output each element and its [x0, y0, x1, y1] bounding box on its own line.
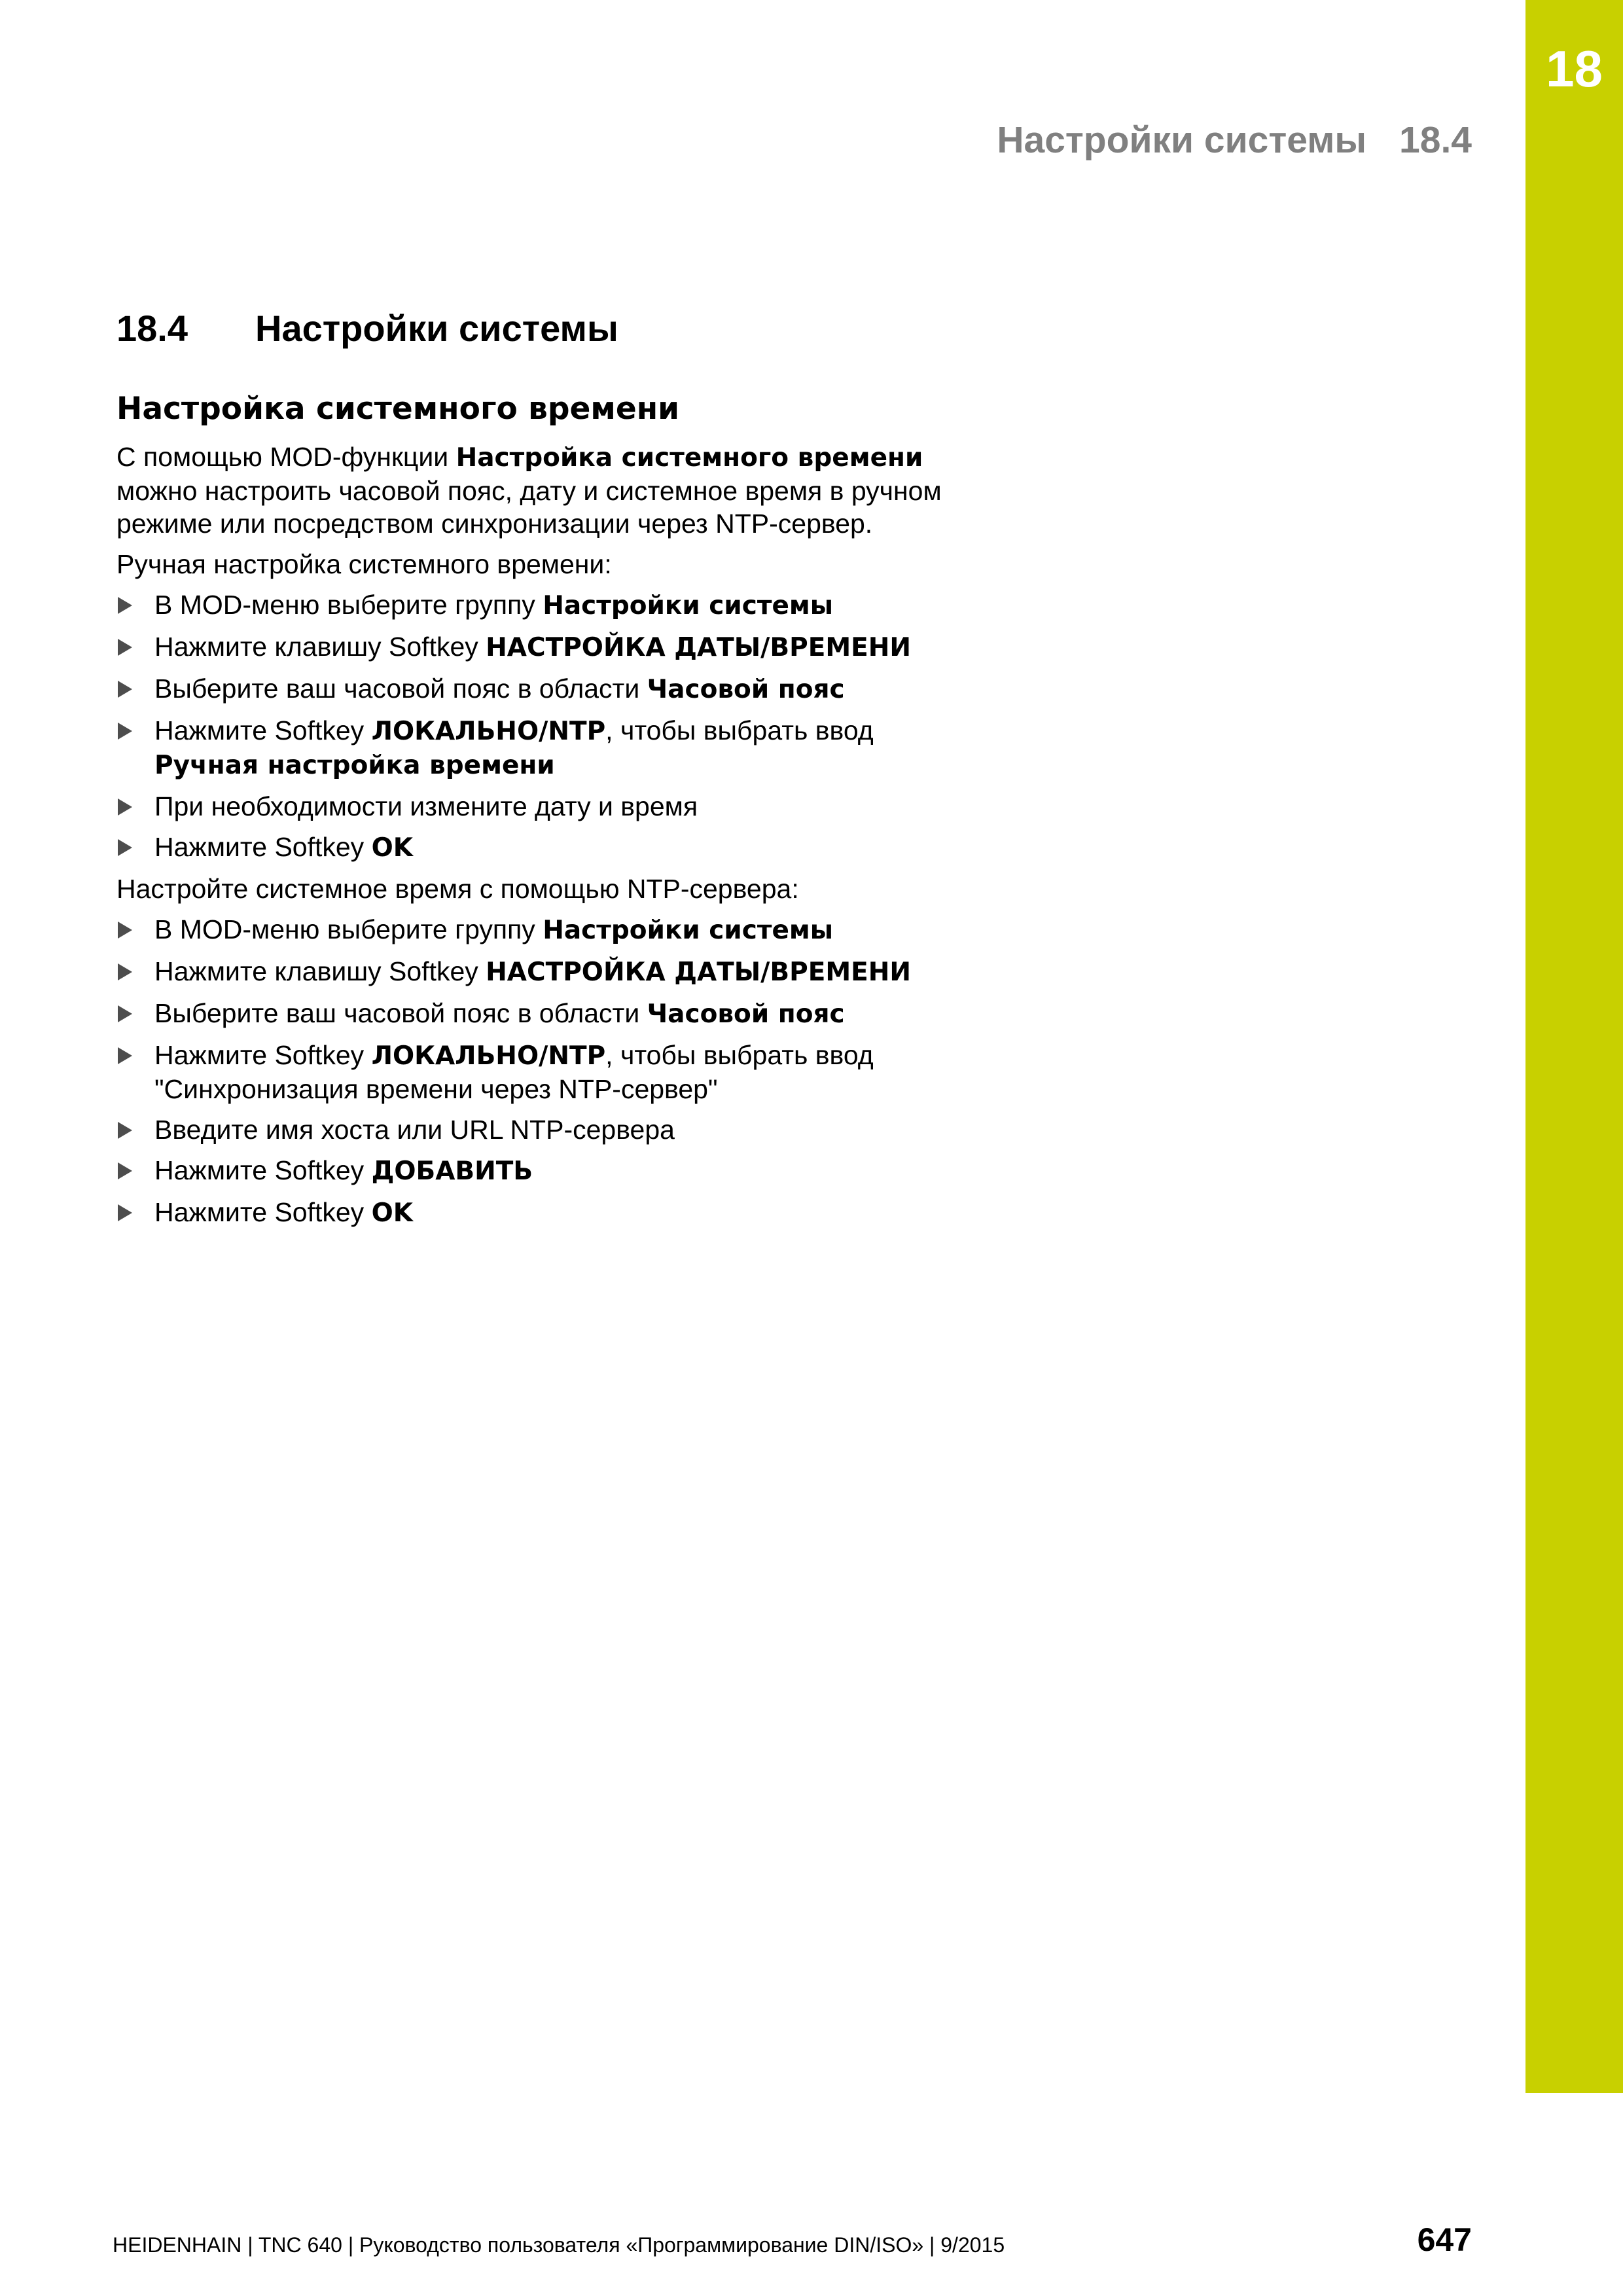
- arrow-right-icon: [118, 1122, 132, 1139]
- list-item: [116, 913, 967, 947]
- list-item: [116, 1039, 967, 1105]
- step-after: , чтобы выбрать ввод: [605, 715, 874, 745]
- step-text: Нажмите Softkey: [154, 1197, 372, 1227]
- step-bold-2: Ручная настройка времени: [154, 751, 555, 780]
- list-item: [116, 1113, 967, 1146]
- step-bold: Настройки системы: [543, 916, 834, 945]
- list-item: [116, 997, 967, 1031]
- step-bold: Настройки системы: [543, 591, 834, 620]
- arrow-right-icon: [118, 1005, 132, 1022]
- list-item: [116, 1154, 967, 1188]
- arrow-right-icon: [118, 597, 132, 614]
- step-bold: ЛОКАЛЬНО/NTP: [371, 1041, 606, 1071]
- arrow-right-icon: [118, 963, 132, 980]
- step-text: При необходимости измените дату и время: [154, 791, 698, 821]
- list-item: [116, 714, 967, 782]
- running-header-title: Настройки системы: [997, 119, 1367, 161]
- list-item: [116, 1196, 967, 1230]
- step-text: Введите имя хоста или URL NTP-сервера: [154, 1115, 675, 1145]
- list-item: [116, 630, 967, 664]
- step-text: Выберите ваш часовой пояс в области: [154, 998, 647, 1028]
- manual-heading: Ручная настройка системного времени:: [116, 549, 612, 579]
- step-bold: ДОБАВИТЬ: [371, 1157, 533, 1186]
- subsection-title: Настройка системного времени: [116, 391, 680, 427]
- list-item: [116, 831, 967, 865]
- step-text: Нажмите клавишу Softkey: [154, 956, 486, 986]
- arrow-right-icon: [118, 681, 132, 698]
- arrow-right-icon: [118, 1204, 132, 1221]
- step-bold: НАСТРОЙКА ДАТЫ/ВРЕМЕНИ: [486, 633, 912, 662]
- arrow-right-icon: [118, 639, 132, 656]
- arrow-right-icon: [118, 1047, 132, 1064]
- step-text: Нажмите Softkey: [154, 1040, 372, 1070]
- intro-rest: можно настроить часовой пояс, дату и системное время в ручном режиме или посредством синхронизации через NTP-сервер.: [116, 476, 942, 539]
- intro-prefix: С помощью MOD-функции: [116, 442, 456, 472]
- step-bold: ЛОКАЛЬНО/NTP: [371, 717, 606, 746]
- section-title-text: Настройки системы: [255, 308, 618, 349]
- running-header-number: 18.4: [1399, 119, 1472, 161]
- step-bold: НАСТРОЙКА ДАТЫ/ВРЕМЕНИ: [486, 958, 912, 987]
- step-text: Нажмите Softkey: [154, 832, 372, 862]
- arrow-right-icon: [118, 1162, 132, 1179]
- arrow-right-icon: [118, 922, 132, 939]
- step-text: Нажмите Softkey: [154, 1155, 372, 1185]
- footer-text: HEIDENHAIN | TNC 640 | Руководство пользователя «Программирование DIN/ISO» | 9/2015: [113, 2233, 1005, 2257]
- chapter-tab: [1525, 0, 1623, 2093]
- step-text: В MOD-меню выберите группу: [154, 914, 543, 944]
- intro-bold: Настройка системного времени: [455, 443, 923, 473]
- step-text: В MOD-меню выберите группу: [154, 590, 543, 620]
- step-bold: OK: [371, 1198, 413, 1228]
- manual-steps-list: [116, 588, 967, 865]
- chapter-number: 18: [1546, 40, 1603, 98]
- list-item: [116, 588, 967, 622]
- step-after: , чтобы выбрать ввод "Синхронизация времени через NTP-сервер": [154, 1040, 874, 1104]
- step-bold: OK: [371, 833, 413, 863]
- arrow-right-icon: [118, 798, 132, 816]
- section-number: 18.4: [116, 308, 188, 349]
- ntp-steps-list: [116, 913, 967, 1230]
- intro-paragraph: [116, 440, 967, 540]
- step-bold: Часовой пояс: [647, 675, 845, 704]
- arrow-right-icon: [118, 723, 132, 740]
- list-item: [116, 790, 967, 823]
- list-item: [116, 672, 967, 706]
- step-bold: Часовой пояс: [647, 999, 845, 1029]
- body-text: [116, 440, 967, 1238]
- step-text: Нажмите Softkey: [154, 715, 372, 745]
- step-text: Выберите ваш часовой пояс в области: [154, 673, 647, 704]
- step-text: Нажмите клавишу Softkey: [154, 632, 486, 662]
- list-item: [116, 955, 967, 989]
- section-title: [116, 302, 618, 355]
- ntp-heading: Настройте системное время с помощью NTP-сервера:: [116, 874, 799, 904]
- running-header: [997, 117, 1472, 164]
- page-number: 647: [1417, 2221, 1472, 2258]
- arrow-right-icon: [118, 839, 132, 856]
